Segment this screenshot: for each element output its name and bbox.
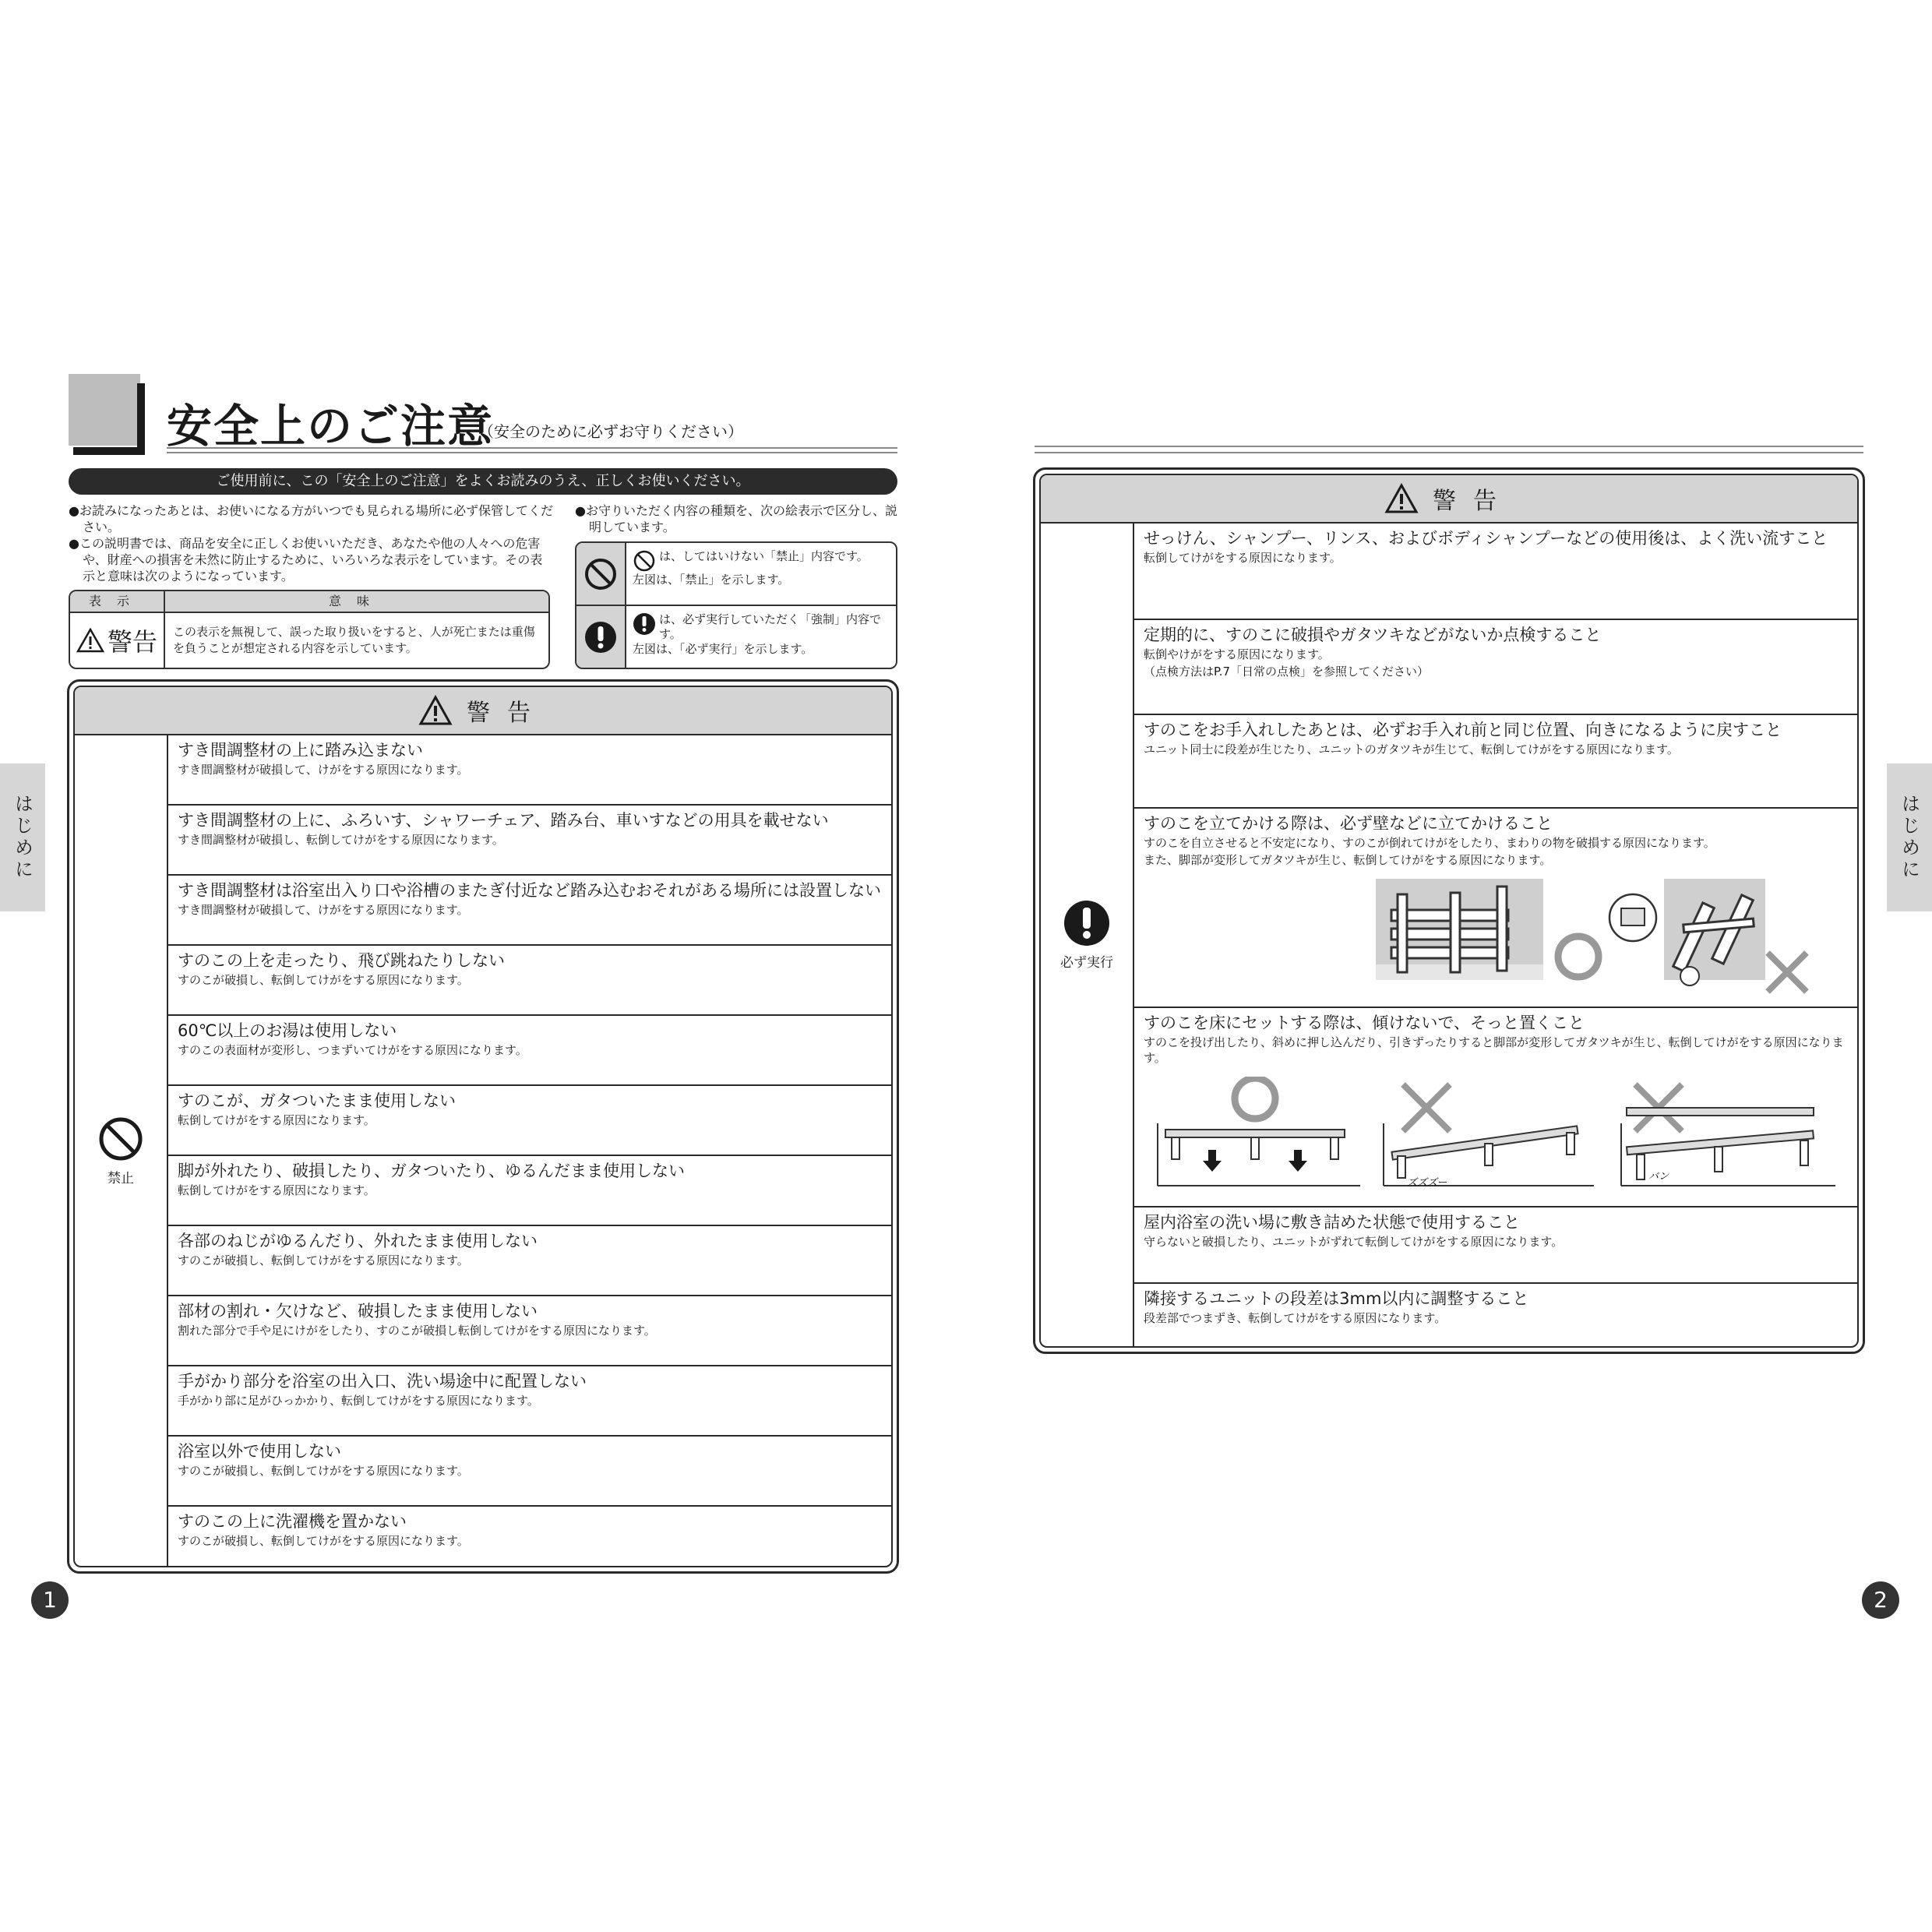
list-item: すのこの上を走ったり、飛び跳ねたりしない すのこが破損し、転倒してけがをする原因になります。 — [168, 946, 891, 1016]
display-table — [69, 590, 550, 669]
page-subtitle: （安全のために必ずお守りください） — [478, 422, 743, 441]
list-item: 脚が外れたり、破損したり、ガタついたり、ゆるんだまま使用しない 転倒してけがをする原因になります。 — [168, 1156, 891, 1226]
set-on-floor-illustration — [1150, 1077, 1851, 1201]
side-tab-left: はじめに — [0, 763, 45, 911]
mandatory-icon — [1063, 900, 1110, 947]
intro-paragraph: ●お守りいただく内容の種類を、次の絵表示で区分し、説明しています。 — [575, 503, 897, 534]
warning-panel-prohibit — [67, 679, 899, 1574]
intro-paragraph: ●お読みになったあとは、お使いになる方がいつでも見られる場所に必ず保管してください。 — [69, 503, 553, 534]
list-item: 浴室以外で使用しない すのこが破損し、転倒してけがをする原因になります。 — [168, 1437, 891, 1507]
mandatory-label: 必ず実行 — [1060, 954, 1113, 971]
lean-against-wall-illustration — [1376, 879, 1843, 996]
mandatory-icon — [583, 620, 618, 654]
list-item: すのこを立てかける際は、必ず壁などに立てかけること すのこを自立させると不安定になり、すのこが倒れてけがをしたり、まわりの物を破損する原因になります。 また、脚部が変形してガタツキが生じ、転倒してけがをする原因になります。 — [1134, 809, 1857, 1008]
prohibit-note: 左図は、「禁止」を示します。 — [633, 573, 790, 587]
page-title: 安全上のご注意 — [167, 400, 495, 453]
title-bracket — [73, 383, 145, 455]
list-item: すき間調整材の上に踏み込まない すき間調整材が破損して、けがをする原因になります。 — [168, 735, 891, 806]
prohibit-label: 禁止 — [108, 1170, 134, 1186]
prohibit-icon — [97, 1116, 144, 1162]
list-item: 定期的に、すのこに破損やガタツキなどがないか点検すること 転倒やけがをする原因になります。 （点検方法はP.7「日常の点検」を参照してください） — [1134, 620, 1857, 715]
intro-right — [575, 502, 897, 535]
page-number-left: 1 — [31, 1581, 69, 1619]
header-rule — [1035, 452, 1863, 453]
page-number-right: 2 — [1862, 1581, 1899, 1619]
intro-left — [69, 502, 553, 584]
mandatory-note: 左図は、「必ず実行」を示します。 — [633, 642, 813, 656]
list-item: 各部のねじがゆるんだり、外れたまま使用しない すのこが破損し、転倒してけがをする原因になります。 — [168, 1226, 891, 1296]
col-display: 表示 — [70, 591, 165, 612]
prohibit-icon — [583, 557, 618, 591]
drop-sound-label: バン — [1648, 1171, 1669, 1183]
symbol-legend — [575, 541, 897, 669]
list-item: すのこを床にセットする際は、傾けないで、そっと置くこと すのこを投げ出したり、斜めに押し込んだり、引きずったりすると脚部が変形してガタツキが生じ、転倒してけがをする原因になります。 ズズズー バン — [1134, 1008, 1857, 1208]
list-item: すき間調整材は浴室出入り口や浴槽のまたぎ付近など踏み込むおそれがある場所には設置しない すき間調整材が破損して、けがをする原因になります。 — [168, 876, 891, 946]
warning-heading: 警告 — [1433, 488, 1514, 515]
intro-paragraph: ●この説明書では、商品を安全に正しくお使いいただき、あなたや他の人々への危害や、財産への損害を未然に防止するために、いろいろな表示をしています。その表示と意味は次のようになっています。 — [69, 536, 543, 583]
prohibit-list — [168, 735, 891, 1566]
drag-sound-label: ズズズー — [1407, 1177, 1447, 1189]
list-item: 屋内浴室の洗い場に敷き詰めた状態で使用すること 守らないと破損したり、ユニットがずれて転倒してけがをする原因になります。 — [1134, 1208, 1857, 1284]
mandatory-icon — [633, 612, 656, 636]
warning-heading: 警告 — [467, 700, 548, 727]
warning-panel-mandatory — [1033, 467, 1865, 1354]
col-meaning: 意味 — [328, 594, 385, 608]
title-rule — [167, 447, 897, 449]
side-tab-right: はじめに — [1887, 763, 1932, 911]
title-rule — [167, 452, 897, 453]
list-item: すのこが、ガタついたまま使用しない 転倒してけがをする原因になります。 — [168, 1086, 891, 1156]
list-item: 隣接するユニットの段差は3mm以内に調整すること 段差部でつまずき、転倒してけがをする原因になります。 — [1144, 1289, 1529, 1325]
mandatory-list — [1134, 524, 1857, 1346]
notice-banner: ご使用前に、この「安全上のご注意」をよくお読みのうえ、正しくお使いください。 — [69, 468, 897, 495]
warning-label: 警告 — [107, 627, 157, 657]
warning-triangle-icon — [418, 695, 453, 726]
warning-meaning: この表示を無視して、誤った取り扱いをすると、人が死亡または重傷を負うことが想定される内容を示しています。 — [173, 625, 535, 655]
mandatory-text: は、必ず実行していただく「強制」内容です。 — [659, 612, 882, 641]
list-item: すのこをお手入れしたあとは、必ずお手入れ前と同じ位置、向きになるように戻すこと ユニット同士に段差が生じたり、ユニットのガタツキが生じて、転倒してけがをする原因になります。 — [1134, 715, 1857, 809]
list-item: すのこの上に洗濯機を置かない すのこが破損し、転倒してけがをする原因になります。 — [178, 1512, 469, 1548]
warning-triangle-icon — [76, 628, 104, 653]
prohibit-text: は、してはいけない「禁止」内容です。 — [659, 549, 869, 563]
header-rule — [1035, 446, 1863, 447]
list-item: すき間調整材の上に、ふろいす、シャワーチェア、踏み台、車いすなどの用具を載せない すき間調整材が破損し、転倒してけがをする原因になります。 — [168, 806, 891, 876]
warning-triangle-icon — [1384, 483, 1419, 514]
list-item: せっけん、シャンプー、リンス、およびボディシャンプーなどの使用後は、よく洗い流すこと 転倒してけがをする原因になります。 — [1134, 524, 1857, 620]
list-item: 手がかり部分を浴室の出入口、洗い場途中に配置しない 手がかり部に足がひっかかり、転倒してけがをする原因になります。 — [168, 1366, 891, 1437]
prohibit-icon — [633, 549, 656, 573]
list-item: 60℃以上のお湯は使用しない すのこの表面材が変形し、つまずいてけがをする原因になります。 — [168, 1016, 891, 1086]
list-item: 部材の割れ・欠けなど、破損したまま使用しない 割れた部分で手や足にけがをしたり、すのこが破損し転倒してけがをする原因になります。 — [168, 1296, 891, 1366]
